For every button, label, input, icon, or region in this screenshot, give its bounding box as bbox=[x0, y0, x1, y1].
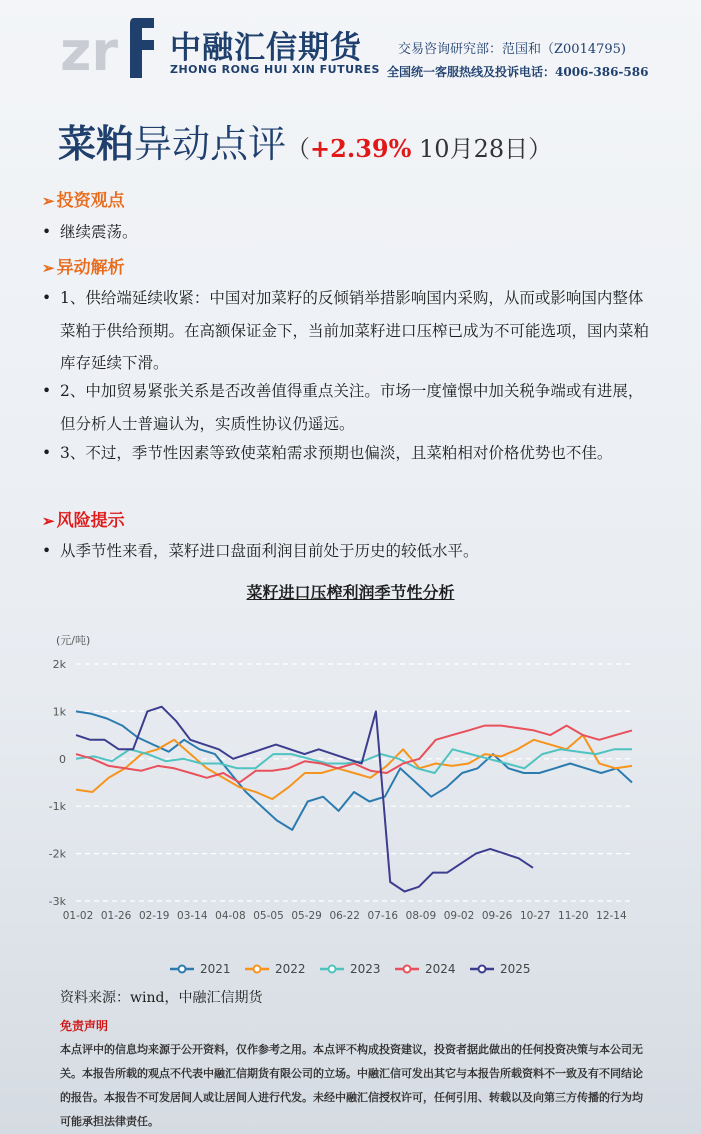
arrow-icon: ➢ bbox=[42, 192, 55, 210]
list-item-text: 从季节性来看，菜籽进口盘面利润目前处于历史的较低水平。 bbox=[60, 542, 479, 560]
x-tick-label: 07-16 bbox=[367, 910, 399, 922]
y-tick-label: 2k bbox=[52, 658, 66, 671]
title-open-paren: （ bbox=[286, 135, 311, 163]
bullet-icon: • bbox=[42, 444, 52, 462]
company-name-cn: 中融汇信期货 bbox=[170, 30, 362, 66]
section-heading: 风险提示 bbox=[56, 511, 125, 531]
page-title bbox=[58, 113, 552, 168]
legend-marker-icon bbox=[254, 966, 261, 973]
list-item-text: 继续震荡。 bbox=[60, 223, 138, 241]
legend-label: 2024 bbox=[425, 962, 456, 976]
bullet-icon: • bbox=[42, 382, 52, 400]
legend-label: 2022 bbox=[275, 962, 306, 976]
section-heading: 投资观点 bbox=[56, 191, 125, 211]
x-tick-label: 02-19 bbox=[138, 910, 170, 922]
company-logo-icon bbox=[60, 12, 160, 82]
x-tick-label: 04-08 bbox=[215, 910, 246, 922]
x-tick-label: 01-26 bbox=[100, 910, 132, 922]
disclaimer-title: 免责声明 bbox=[60, 1019, 109, 1033]
section-heading: 异动解析 bbox=[56, 258, 125, 278]
title-change: +2.39% bbox=[310, 134, 412, 163]
analyst-info: 交易咨询研究部：范国和（Z0014795) bbox=[398, 42, 627, 57]
list-item-text: 3、不过，季节性因素等致使菜粕需求预期也偏淡，且菜粕相对价格优势也不佳。 bbox=[60, 444, 613, 462]
x-tick-label: 09-02 bbox=[443, 910, 475, 922]
legend-label: 2023 bbox=[350, 962, 381, 976]
disclaimer-text: 本点评中的信息均来源于公开资料，仅作参考之用。本点评不构成投资建议，投资者据此做出的任何投资决策与本公司无关。本报告所载的观点不代表中融汇信期货有限公司的立场。中融汇信可发出其它与本报告所载资料不一致及有不同结论的报告。本报告不可发居间人或让居间人进行代发。未经中融汇信授权许可，任何引用、转载以及向第三方传播的行为均可能承担法律责任。 bbox=[60, 1043, 643, 1128]
list-item-text: 2、中加贸易紧张关系是否改善值得重点关注。市场一度憧憬中加关税争端或有进展，但分析人士普遍认为，实质性协议仍遥远。 bbox=[60, 382, 644, 433]
title-close-paren: ） bbox=[528, 135, 553, 163]
x-tick-label: 05-29 bbox=[291, 910, 322, 922]
title-topic: 异动点评 bbox=[134, 122, 287, 166]
series-line-2021 bbox=[76, 711, 632, 830]
section-investment-view bbox=[42, 186, 125, 211]
list-item bbox=[42, 216, 650, 249]
bullet-icon: • bbox=[42, 289, 52, 307]
list-item bbox=[42, 535, 650, 568]
bullet-icon: • bbox=[42, 223, 52, 241]
company-name-en: ZHONG RONG HUI XIN FUTURES bbox=[170, 63, 380, 76]
series-line-2025 bbox=[76, 707, 533, 892]
list-item bbox=[42, 375, 650, 440]
arrow-icon: ➢ bbox=[42, 259, 55, 277]
bullet-icon: • bbox=[42, 542, 52, 560]
legend-marker-icon bbox=[479, 966, 486, 973]
x-tick-label: 05-05 bbox=[253, 910, 284, 922]
x-tick-label: 10-27 bbox=[519, 910, 551, 922]
legend-marker-icon bbox=[329, 966, 336, 973]
y-tick-label: -2k bbox=[48, 847, 66, 861]
section-risk bbox=[42, 506, 125, 531]
x-tick-label: 09-26 bbox=[481, 910, 513, 922]
title-date: 10月28日 bbox=[411, 135, 529, 163]
x-tick-label: 12-14 bbox=[596, 910, 627, 922]
data-source: 资料来源：wind，中融汇信期货 bbox=[60, 990, 263, 1006]
list-item bbox=[42, 282, 650, 380]
arrow-icon: ➢ bbox=[42, 512, 55, 530]
x-tick-label: 08-09 bbox=[405, 910, 437, 922]
y-tick-label: 1k bbox=[52, 705, 66, 719]
title-product: 菜粕 bbox=[58, 121, 135, 166]
legend-label: 2021 bbox=[200, 962, 231, 976]
y-axis-unit: (元/吨) bbox=[56, 634, 91, 647]
legend-marker-icon bbox=[179, 966, 186, 973]
x-tick-label: 11-20 bbox=[558, 910, 589, 922]
seasonal-profit-chart bbox=[0, 620, 701, 990]
x-tick-label: 01-02 bbox=[62, 910, 94, 922]
list-item-text: 1、供给端延续收紧：中国对加菜籽的反倾销举措影响国内采购，从而或影响国内整体菜粕于供给预期。在高额保证金下，当前加菜籽进口压榨已成为不可能选项，国内菜粕库存延续下滑。 bbox=[60, 289, 650, 372]
y-tick-label: -1k bbox=[48, 800, 66, 814]
service-hotline: 全国统一客服热线及投诉电话：4006-386-586 bbox=[387, 65, 649, 79]
x-tick-label: 06-22 bbox=[329, 910, 360, 922]
section-analysis bbox=[42, 253, 125, 278]
legend-label: 2025 bbox=[500, 962, 531, 976]
chart-title: 菜籽进口压榨利润季节性分析 bbox=[246, 583, 455, 602]
x-tick-label: 03-14 bbox=[177, 910, 208, 922]
y-tick-label: -3k bbox=[48, 895, 66, 908]
list-item bbox=[42, 437, 650, 470]
svg-text:zr: zr bbox=[60, 20, 119, 82]
legend-marker-icon bbox=[404, 966, 411, 973]
y-tick-label: 0 bbox=[59, 752, 66, 766]
